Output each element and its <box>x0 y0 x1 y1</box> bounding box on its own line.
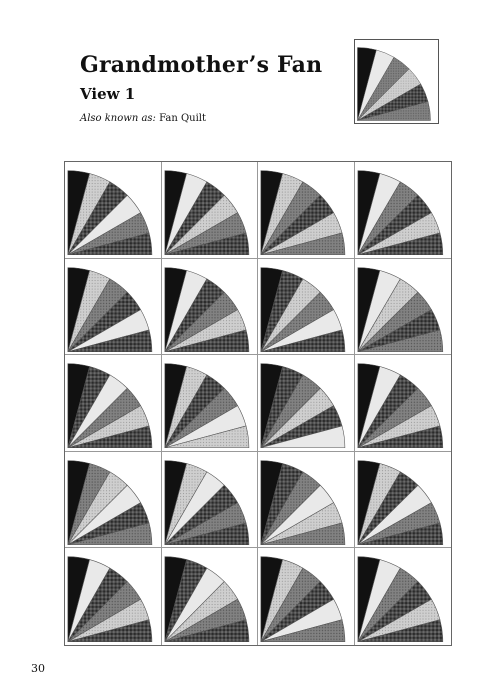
fan-block <box>65 452 162 549</box>
fan-block <box>355 355 452 452</box>
fan-block <box>65 259 162 356</box>
fan-block <box>65 355 162 452</box>
fan-block-art <box>258 162 354 258</box>
fan-block-art <box>162 355 258 451</box>
fan-block <box>258 548 355 645</box>
quilt-layout-grid <box>64 161 452 646</box>
fan-block <box>355 548 452 645</box>
fan-block-art <box>162 162 258 258</box>
fan-block-art <box>258 452 354 548</box>
fan-block-art <box>65 162 161 258</box>
fan-block-art <box>258 548 354 645</box>
fan-block <box>258 259 355 356</box>
view-label: View 1 <box>80 85 136 103</box>
fan-block-art <box>355 162 452 258</box>
fan-block <box>162 259 259 356</box>
fan-block <box>65 548 162 645</box>
fan-block-art <box>65 452 161 548</box>
fan-block-art <box>65 259 161 355</box>
fan-block-art <box>258 355 354 451</box>
fan-block <box>355 452 452 549</box>
fan-block <box>258 162 355 259</box>
fan-block <box>162 452 259 549</box>
fan-block-art <box>162 452 258 548</box>
fan-block-art <box>258 259 354 355</box>
fan-block <box>355 259 452 356</box>
fan-block-art <box>355 259 452 355</box>
fan-block-thumbnail <box>354 39 439 124</box>
fan-block-art <box>162 548 258 645</box>
also-known-as-line <box>80 113 206 124</box>
fan-block-art <box>355 355 452 451</box>
fan-block <box>258 355 355 452</box>
fan-block-art <box>65 548 161 645</box>
also-known-as-value: Fan Quilt <box>159 113 207 124</box>
fan-thumbnail-art <box>355 40 438 123</box>
fan-block-art <box>65 355 161 451</box>
also-known-as-label: Also known as: <box>80 113 156 124</box>
fan-block-art <box>162 259 258 355</box>
fan-block <box>355 162 452 259</box>
page-number: 30 <box>31 662 45 675</box>
page-title: Grandmother’s Fan <box>80 52 323 78</box>
fan-block <box>162 162 259 259</box>
fan-block <box>162 355 259 452</box>
fan-block-art <box>355 452 452 548</box>
fan-block <box>162 548 259 645</box>
fan-block-art <box>355 548 452 645</box>
fan-block <box>65 162 162 259</box>
fan-block <box>258 452 355 549</box>
